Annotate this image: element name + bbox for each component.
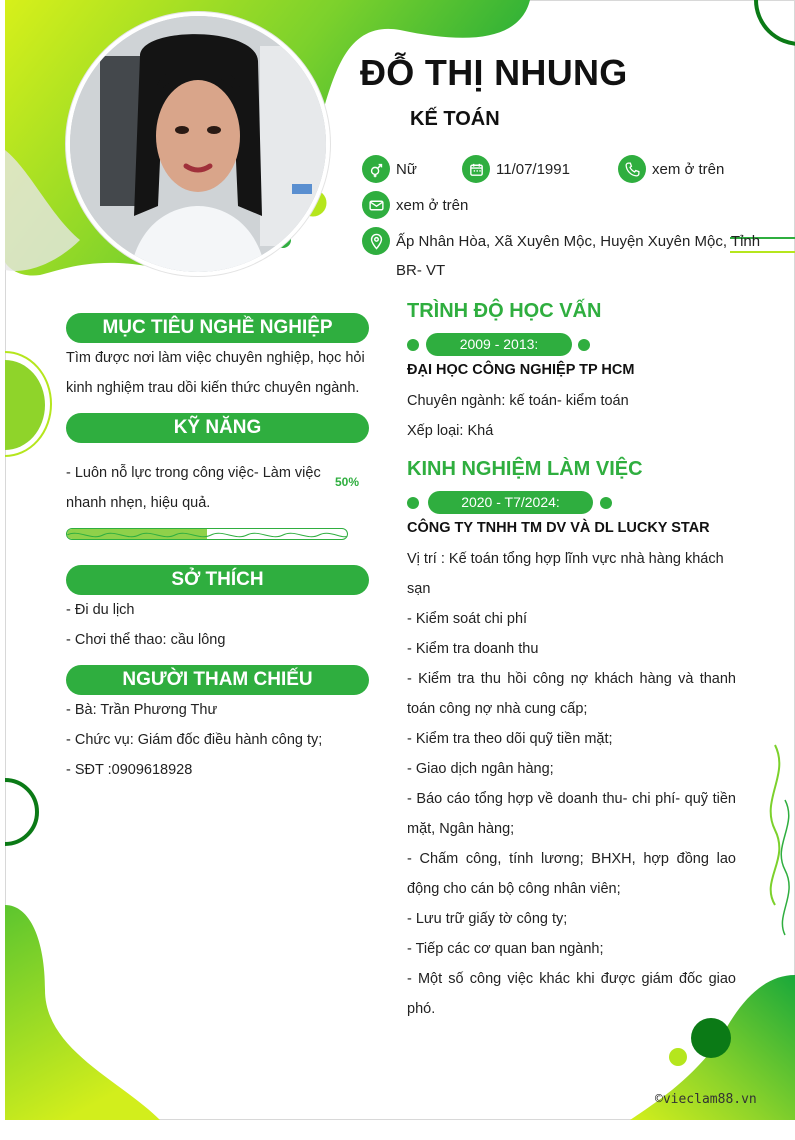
right-wave-2 xyxy=(781,800,789,935)
objective-line-1: Tìm được nơi làm việc chuyên nghiệp, học hỏi xyxy=(66,350,365,366)
education-school: ĐẠI HỌC CÔNG NGHIỆP TP HCM xyxy=(407,362,635,378)
experience-line: - Báo cáo tổng hợp về doanh thu- chi phí- quỹ tiền xyxy=(407,791,736,807)
objective-heading: MỤC TIÊU NGHỀ NGHIỆP xyxy=(66,313,369,343)
right-wave-1 xyxy=(771,745,780,905)
bottom-left-blob xyxy=(5,905,160,1120)
objective-line-2: kinh nghiệm trau dồi kiến thức chuyên ngành. xyxy=(66,380,360,396)
reference-item-3: - SĐT :0909618928 xyxy=(66,762,193,778)
education-period: 2009 - 2013: xyxy=(426,333,572,356)
birthday-value: 11/07/1991 xyxy=(496,160,570,178)
education-major: Chuyên ngành: kế toán- kiểm toán xyxy=(407,393,629,409)
email-info xyxy=(362,191,468,219)
address-info xyxy=(362,227,760,255)
calendar-icon xyxy=(462,155,490,183)
hobby-item-2: - Chơi thể thao: cầu lông xyxy=(66,632,226,648)
experience-line: - Tiếp các cơ quan ban ngành; xyxy=(407,941,604,957)
left-ring xyxy=(5,780,37,844)
address-line2: BR- VT xyxy=(396,262,446,279)
job-title: KẾ TOÁN xyxy=(410,108,500,130)
experience-heading: KINH NGHIỆM LÀM VIỆC xyxy=(407,458,643,480)
bottom-dot-large xyxy=(691,1018,731,1058)
experience-line: - Kiểm tra doanh thu xyxy=(407,641,539,657)
birthday-info xyxy=(462,155,570,183)
experience-line: toán công nợ nhà cung cấp; xyxy=(407,701,588,717)
education-rank: Xếp loại: Khá xyxy=(407,423,494,439)
experience-line: động cho cán bộ công nhân viên; xyxy=(407,881,621,897)
experience-line: - Một số công việc khác khi được giám đốc giao xyxy=(407,971,736,987)
references-heading: NGƯỜI THAM CHIẾU xyxy=(66,665,369,695)
experience-dot-left xyxy=(407,497,419,509)
watermark: ©vieclam88.vn xyxy=(655,1092,757,1107)
phone-icon xyxy=(618,155,646,183)
gender-info xyxy=(362,155,417,183)
experience-period: 2020 - T7/2024: xyxy=(428,491,593,514)
experience-company: CÔNG TY TNHH TM DV VÀ DL LUCKY STAR xyxy=(407,520,710,536)
reference-item-1: - Bà: Trần Phương Thư xyxy=(66,702,218,718)
experience-line: - Giao dịch ngân hàng; xyxy=(407,761,554,777)
avatar xyxy=(70,16,326,272)
education-dot-right xyxy=(578,339,590,351)
skill-progress-bar xyxy=(66,528,348,540)
experience-line: - Kiểm soát chi phí xyxy=(407,611,528,627)
experience-dot-right xyxy=(600,497,612,509)
email-value[interactable]: xem ở trên xyxy=(396,196,469,214)
skills-heading: KỸ NĂNG xyxy=(66,413,369,443)
bottom-dot-small xyxy=(669,1048,687,1066)
top-right-ring xyxy=(756,0,795,44)
progress-wave xyxy=(67,529,348,540)
phone-info xyxy=(618,155,724,183)
experience-line: - Kiểm tra thu hồi công nợ khách hàng và thanh xyxy=(407,671,736,687)
location-icon xyxy=(362,227,390,255)
skills-line-2: nhanh nhẹn, hiệu quả. xyxy=(66,495,211,511)
candidate-name: ĐỖ THỊ NHUNG xyxy=(360,52,628,93)
hobby-item-1: - Đi du lịch xyxy=(66,602,135,618)
address-line1: Ấp Nhân Hòa, Xã Xuyên Mộc, Huyện Xuyên Mộc, Tỉnh xyxy=(396,232,761,250)
left-half-circle xyxy=(5,360,45,450)
experience-line: Vị trí : Kế toán tổng hợp lĩnh vực nhà hàng khách xyxy=(407,551,724,567)
skills-line-1: - Luôn nỗ lực trong công việc- Làm việc xyxy=(66,465,321,481)
experience-line: - Kiểm tra theo dõi quỹ tiền mặt; xyxy=(407,731,613,747)
gender-icon xyxy=(362,155,390,183)
phone-value[interactable]: xem ở trên xyxy=(652,160,725,178)
experience-line: mặt, Ngân hàng; xyxy=(407,821,515,837)
education-heading: TRÌNH ĐỘ HỌC VẤN xyxy=(407,300,602,322)
experience-line: - Lưu trữ giấy tờ công ty; xyxy=(407,911,568,927)
experience-line: - Chấm công, tính lương; BHXH, hợp đồng lao xyxy=(407,851,736,867)
hobbies-heading: SỞ THÍCH xyxy=(66,565,369,595)
experience-line: sạn xyxy=(407,581,431,597)
gender-value: Nữ xyxy=(396,160,417,178)
mail-icon xyxy=(362,191,390,219)
profile-photo xyxy=(66,12,330,276)
skill-percent: 50% xyxy=(335,475,360,489)
education-dot-left xyxy=(407,339,419,351)
reference-item-2: - Chức vụ: Giám đốc điều hành công ty; xyxy=(66,732,323,748)
experience-line: phó. xyxy=(407,1001,436,1017)
